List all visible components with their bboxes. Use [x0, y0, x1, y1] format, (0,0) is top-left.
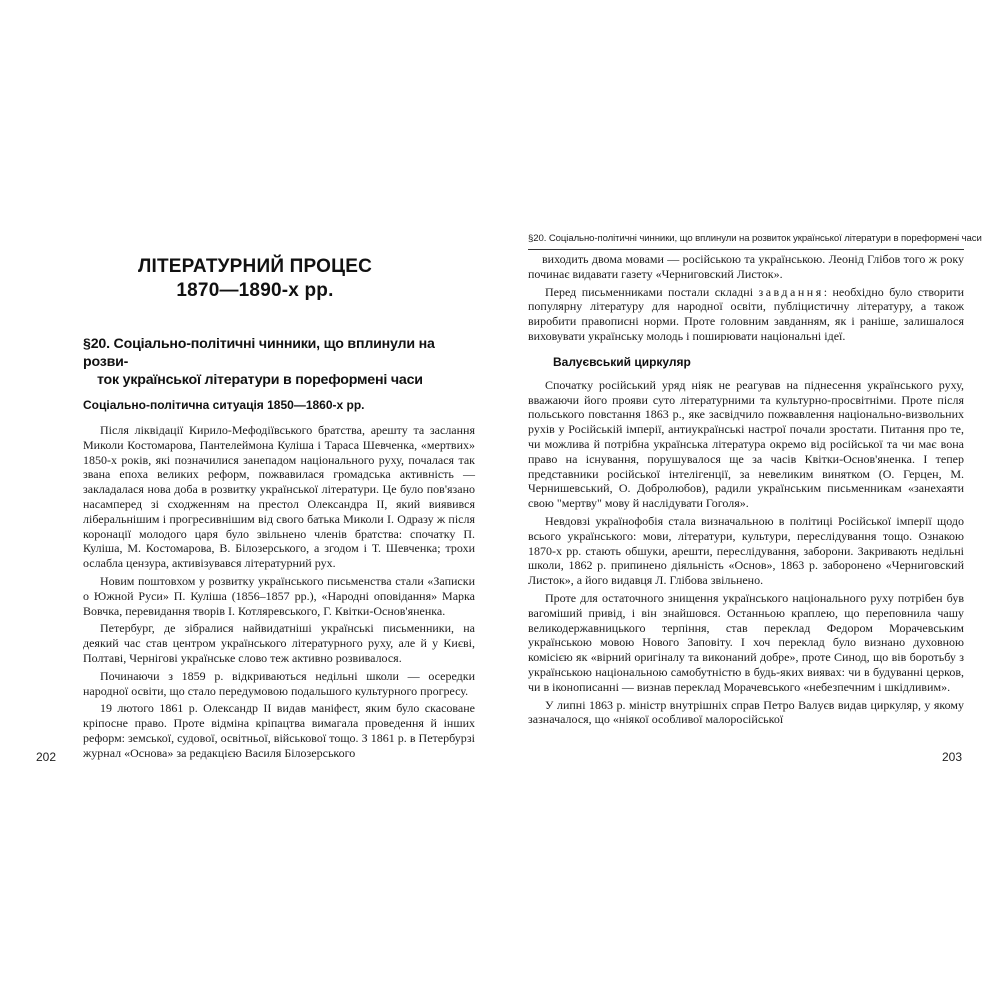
right-body-text: [528, 252, 964, 344]
chapter-title: [35, 255, 475, 303]
paragraph: Проте для остаточного знищення українського національного руху потрібен був вагоміший привід, і він знайшовся. Останньою краплею, що переповнила чашу великодержавницького терпіння, став переклад Федором Морачевським українською мовою Нового Заповіту. І хоч переклад було визнано духовною комісією як «вірний оригіналу та виконаний добре», проте Синод, що вів боротьбу з українською національною самобутністю в будь-яких виявах: чи в будуванні церков, чи в іконописанні — визнав переклад Морачевського «небезпечним і шкідливим».: [528, 590, 964, 694]
section-title-line1: §20. Соціально-політичні чинники, що вплинули на розви-: [83, 336, 435, 370]
paragraph: Починаючи з 1859 р. відкриваються недільні школи — осередки народної освіти, що стало передумовою подальшого культурного прогресу.: [83, 668, 475, 698]
right-body-text-2: [528, 378, 964, 727]
paragraph-tasks: [528, 285, 964, 344]
paragraph-text: Перед письменниками постали складні: [545, 284, 759, 299]
paragraph: У липні 1863 р. міністр внутрішніх справ Петро Валуєв видав циркуляр, у якому зазначалося, що «ніякої особливої малоросійської: [528, 697, 964, 727]
paragraph: Новим поштовхом у розвитку українського письменства стали «Записки о Южной Руси» П. Куліша (1856–1857 рр.), «Народні оповідання» Марка Вовчка, перевидання творів І. Котляревського, Г. Квітки-Основ'яненка.: [83, 573, 475, 618]
subsection-title-valuev-circular: Валуєвський циркуляр: [553, 354, 691, 369]
paragraph: Петербург, де зібралися найвидатніші українські письменники, на деякий час став центром українського літературного руху, але й у Києві, Полтаві, Чернігові українське слово теж активно розвивалося.: [83, 621, 475, 665]
chapter-title-line1: ЛІТЕРАТУРНИЙ ПРОЦЕС: [137, 256, 372, 277]
chapter-title-line2: 1870—1890-х рр.: [176, 280, 334, 301]
paragraph: Спочатку російський уряд ніяк не реагував на піднесення українського руху, вважаючи його прояви суто літературними та культурно-просвітніми. Проте після польського повстання 1863 р., яке засвідчило пожвавлення національно-визвольних рухів у Російській імперії, антиукраїнські настрої почали зростати. Питання про те, чи можлива й потрібна українська література окремо від російської та чи має вона право на існування, порушувалося ще за часів Квітки-Основ'яненка. І тепер представники російської інтелігенції, за невеликим винятком (О. Герцен, М. Чернишевський, О. Добролюбов), радили українським письменникам «занехаяти свою "мертву" мову й наслідувати Гоголя».: [528, 377, 964, 511]
left-body-text: [35, 423, 475, 761]
right-page: [528, 232, 982, 730]
section-title-line2: ток української літератури в пореформені часи: [97, 372, 423, 388]
spaced-emphasis: завдання: [758, 284, 824, 299]
page-number-right: 203: [942, 750, 963, 764]
section-title: [83, 335, 475, 389]
paragraph-text: : необхідно було створити популярну літературу для народної освіти, публіцистичну літературу, а також виробити правописні норми. Проте головним завданням, як і раніше, залишалося виховувати українську молодь і поширювати національні ідеї.: [528, 284, 964, 343]
left-page: [35, 255, 475, 764]
paragraph: Після ліквідації Кирило-Мефодіївського братства, арешту та заслання Миколи Костомарова, Пантелеймона Куліша і Тараса Шевченка, «мертвих» 1850-х років, які позначилися занепадом національного руху, почалася так звана епоха великих реформ, пожвавилася громадська активність — закладалася нова доба в розвитку української літератури. Це було пов'язано насамперед зі сходженням на престол Олександра II, який виявився ліберальнішим і прогресивнішим від свого батька Миколи І. Одразу ж після коронації молодого царя було звільнено членів братства: спочатку П. Куліша, М. Костомарова, В. Білозерського, а згодом і Т. Шевченка; трохи ослабла цензура, активізувався літературний рух.: [83, 423, 475, 571]
subsection-title-social-situation: Соціально-політична ситуація 1850—1860-х рр.: [83, 398, 365, 412]
page-number-left: 202: [36, 750, 57, 764]
paragraph: Невдовзі українофобія стала визначальною в політиці Російської імперії щодо всього українського: мови, літератури, культури, переслідування тощо. Ознакою 1870-х рр. стають обшуки, арешти, переслідування, заборони. Закривають недільні школи, 1862 р. припинено діяльність «Основ», 1863 р. заборонено «Черниговский Листок», а його видавця Л. Глібова звільнено.: [528, 513, 964, 588]
paragraph: 19 лютого 1861 р. Олександр II видав маніфест, яким було скасоване кріпосне право. Проте відміна кріпацтва вимагала проведення й інших реформ: земської, судової, освітньої, військової тощо. З 1861 р. в Петербурзі журнал «Основа» за редакцією Василя Білозерського: [83, 701, 475, 760]
running-head: §20. Соціально-політичні чинники, що вплинули на розвиток української літератури в пореформені часи: [528, 232, 964, 250]
paragraph: виходить двома мовами — російською та українською. Леонід Глібов того ж року починає видавати газету «Черниговский Листок».: [528, 252, 964, 281]
